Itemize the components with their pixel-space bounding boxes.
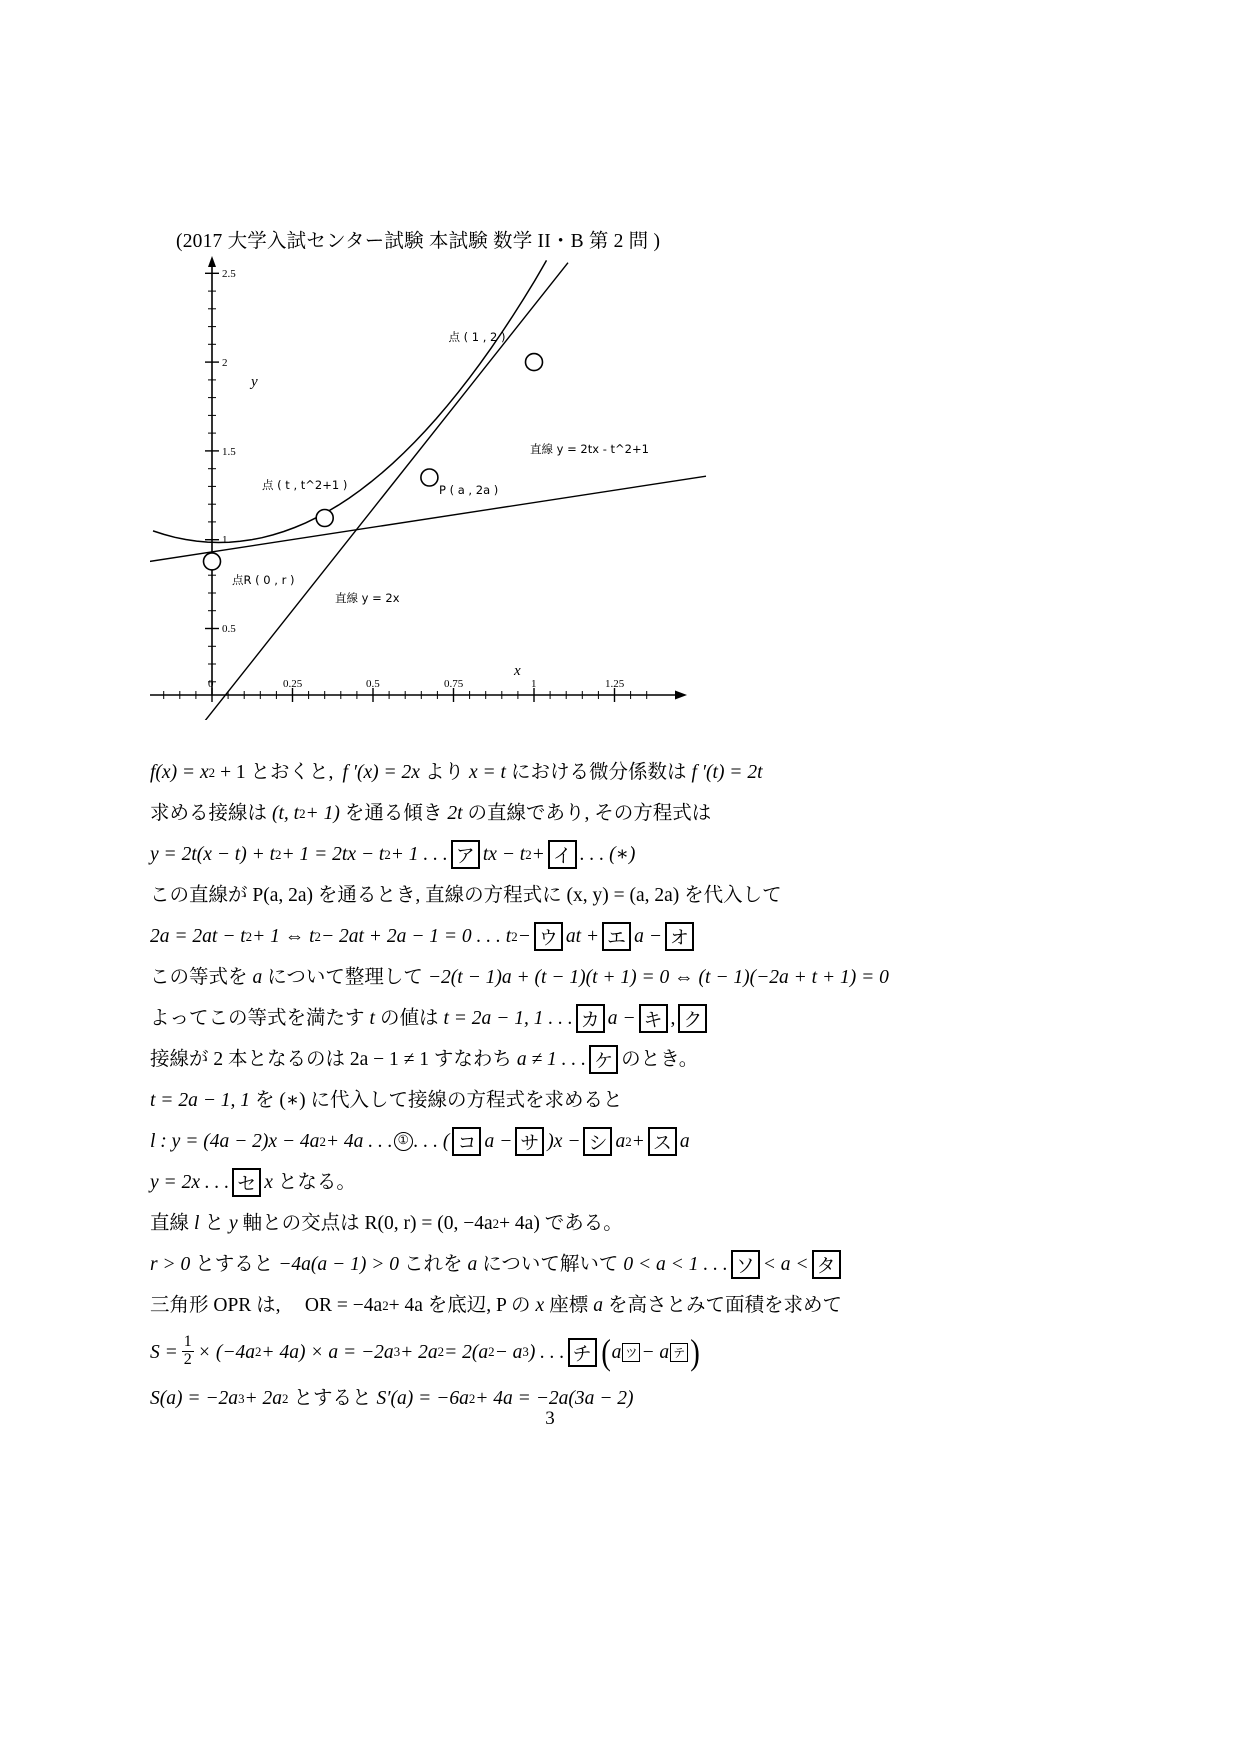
- answer-box-d[interactable]: エ: [602, 922, 631, 951]
- l10-p7: +: [631, 1131, 645, 1152]
- l7-p6: ,: [670, 1008, 676, 1029]
- x-tick-1: 1: [531, 678, 537, 690]
- l10-p6: a: [615, 1131, 626, 1152]
- solution-line-7: [150, 998, 1110, 1039]
- fraction-denominator: 2: [183, 1350, 192, 1368]
- l12-p2: l: [194, 1213, 200, 1234]
- l13-p3: −4a(a − 1) > 0: [278, 1254, 399, 1275]
- l13-p4: これを: [403, 1254, 463, 1275]
- l1-p6: における微分係数は: [510, 762, 687, 783]
- y-axis-label: y: [251, 374, 258, 390]
- y-tick-0_5: 0.5: [222, 623, 236, 635]
- circled-number-1: ①: [394, 1132, 413, 1151]
- l14-p2: + 4a を底辺, P の: [388, 1295, 531, 1316]
- l8-p2: a ≠ 1 . . .: [516, 1049, 587, 1070]
- answer-box-e[interactable]: オ: [665, 922, 694, 951]
- l16-p1: S(a) = −2a: [150, 1388, 239, 1409]
- y-tick-2: 2: [222, 357, 228, 369]
- l5-p6: a −: [634, 926, 662, 947]
- solution-line-6: [150, 957, 1110, 998]
- x-tick-0_5: 0.5: [366, 678, 380, 690]
- solution-line-8: [150, 1039, 1110, 1080]
- l11-p1: y = 2x . . .: [150, 1172, 230, 1193]
- fraction-one-half: [182, 1334, 194, 1369]
- l12-p1: 直線: [150, 1213, 190, 1234]
- annotation-point-1-2: 点 ( 1 , 2 ): [448, 330, 506, 344]
- l5-p1: 2a = 2at − t: [150, 926, 246, 947]
- l11-p2: x: [264, 1172, 273, 1193]
- l8-p3: のとき。: [621, 1049, 699, 1070]
- l16-p5: + 4a = −2a(3a − 2): [475, 1388, 634, 1409]
- l16-p3: とすると: [293, 1388, 372, 1409]
- l3-p6: . . . (∗): [579, 844, 636, 865]
- answer-box-s[interactable]: テ: [670, 1343, 688, 1362]
- y-tick-1_5: 1.5: [222, 446, 236, 458]
- annotation-point-P: P ( a , 2a ): [439, 483, 499, 497]
- l2-p6: の直線であり, その方程式は: [467, 803, 712, 824]
- l1-p7: f ′(t) = 2t: [691, 762, 763, 783]
- solution-body: [150, 752, 1110, 1419]
- answer-box-q[interactable]: チ: [568, 1338, 597, 1367]
- l13-p6: について解いて: [482, 1254, 619, 1275]
- l10-p4: a −: [484, 1131, 513, 1152]
- answer-box-f[interactable]: カ: [576, 1004, 605, 1033]
- l3-p5: +: [531, 844, 545, 865]
- solution-line-9: [150, 1080, 1110, 1121]
- annotation-point-R: 点R ( 0 , r ): [232, 573, 295, 587]
- solution-line-2: 求める接線は (t, t 2 + 1) を通る傾き 2t の直線であり, その方程式は: [150, 793, 1110, 834]
- answer-box-m[interactable]: ス: [648, 1127, 677, 1156]
- big-paren-close: ): [690, 1332, 700, 1373]
- solution-line-5: 2a = 2at − t 2 + 1 ⇔ t 2 − 2at + 2a − 1 = 0 . . . t 2 − ウ at + エ a − オ: [150, 916, 1110, 957]
- l6-p1: この等式を: [150, 967, 248, 988]
- solution-line-1: f(x) = x 2 + 1 とおくと, f ′(x) = 2x より x = t における微分係数は f ′(t) = 2t: [150, 752, 1110, 793]
- l7-p3: の値は: [379, 1008, 439, 1029]
- l15-p2: × (−4a: [197, 1341, 255, 1363]
- x-tick-0_25: 0.25: [283, 678, 303, 690]
- answer-box-b[interactable]: イ: [548, 840, 577, 869]
- answer-box-i[interactable]: ケ: [589, 1045, 618, 1074]
- answer-box-p[interactable]: タ: [812, 1250, 841, 1279]
- l14-p6: を高さとみて面積を求めて: [607, 1295, 842, 1316]
- l10-p3: . . . (: [413, 1131, 450, 1152]
- answer-box-h[interactable]: ク: [678, 1004, 707, 1033]
- solution-line-3: y = 2t(x − t) + t 2 + 1 = 2tx − t 2 + 1 . . . ア tx − t 2 + イ . . . (∗): [150, 834, 1110, 875]
- graph-figure: [150, 250, 710, 720]
- solution-line-16: S(a) = −2a 3 + 2a 2 とすると S′(a) = −6a 2 + 4a = −2a(3a − 2): [150, 1378, 1110, 1419]
- solution-line-14: 三角形 OPR は, OR = −4a 2 + 4a を底辺, P の x 座標 a を高さとみて面積を求めて: [150, 1285, 1110, 1326]
- solution-line-4: [150, 875, 1110, 916]
- x-axis: [150, 688, 687, 702]
- line-y-2x: [178, 263, 569, 720]
- l12-p5: 軸との交点は R(0, r) = (0, −4a: [242, 1213, 493, 1234]
- l12-p3: と: [204, 1213, 224, 1234]
- l8-p1: 接線が 2 本となるのは 2a − 1 ≠ 1 すなわち: [150, 1049, 512, 1070]
- l10-p2: + 4a . . .: [325, 1131, 393, 1152]
- l6-p2: a: [252, 967, 263, 988]
- l1-p3: f ′(x) = 2x: [342, 762, 420, 783]
- answer-box-j[interactable]: コ: [452, 1127, 481, 1156]
- l13-p2: とすると: [195, 1254, 274, 1275]
- point-marker-R: [204, 553, 221, 570]
- solution-line-12: 直線 l と y 軸との交点は R(0, r) = (0, −4a 2 + 4a) である。: [150, 1203, 1110, 1244]
- solution-line-13: [150, 1244, 1110, 1285]
- l15-p1: S =: [150, 1341, 178, 1363]
- annotation-line-2x: 直線 y = 2x: [335, 591, 400, 605]
- l10-p5: )x −: [547, 1131, 581, 1152]
- l4-p1: この直線が P(a, 2a) を通るとき, 直線の方程式に (x, y) = (a, 2a) を代入して: [150, 885, 782, 906]
- x-tick-0: 0: [208, 678, 214, 690]
- l13-p7: 0 < a < 1 . . .: [623, 1254, 728, 1275]
- point-marker-1-2: [526, 354, 543, 371]
- l10-p8: a: [679, 1131, 690, 1152]
- l2-p5: 2t: [447, 803, 463, 824]
- l2-p2: (t, t: [272, 803, 300, 824]
- l5-p3: − 2at + 2a − 1 = 0 . . . t: [320, 926, 512, 947]
- big-paren-open: (: [600, 1332, 611, 1373]
- l7-p1: よってこの等式を満たす: [150, 1008, 365, 1029]
- l1-p4: より: [424, 762, 464, 783]
- l3-p2: + 1 = 2tx − t: [281, 844, 385, 865]
- l5-p5: at +: [565, 926, 600, 947]
- l13-p8: < a <: [762, 1254, 809, 1275]
- l2-p1: 求める接線は: [150, 803, 268, 824]
- l15-p4: + 2a: [400, 1341, 438, 1363]
- l14-p1: 三角形 OPR は, OR = −4a: [150, 1295, 383, 1316]
- l14-p3: x: [535, 1295, 545, 1316]
- l11-p3: となる。: [277, 1172, 356, 1193]
- l15-p5: = 2(a: [444, 1341, 489, 1363]
- page-number: 3: [545, 1408, 555, 1429]
- x-tick-1_25: 1.25: [605, 678, 625, 690]
- l3-p4: tx − t: [482, 844, 526, 865]
- l2-p4: を通る傾き: [344, 803, 443, 824]
- l9-p1: t = 2a − 1, 1: [150, 1090, 250, 1111]
- answer-box-l[interactable]: シ: [583, 1127, 612, 1156]
- l9-p2: を (∗) に代入して接線の方程式を求めると: [255, 1090, 623, 1111]
- l16-p2: + 2a: [244, 1388, 283, 1409]
- l6-p4: −2(t − 1)a + (t − 1)(t + 1) = 0 ⇔ (t − 1)(−2a + t + 1) = 0: [427, 967, 889, 988]
- l3-p1: y = 2t(x − t) + t: [150, 844, 276, 865]
- answer-box-k[interactable]: サ: [515, 1127, 544, 1156]
- answer-box-r[interactable]: ツ: [622, 1343, 640, 1362]
- solution-line-10: l : y = (4a − 2)x − 4a 2 + 4a . . . ① . . . ( コ a − サ )x − シ a 2 + ス a: [150, 1121, 1110, 1162]
- l15-p7: ) . . .: [528, 1341, 565, 1363]
- l1-p2: + 1 とおくと,: [220, 762, 334, 783]
- figure-title: (2017 大学入試センター試験 本試験 数学 II・B 第 2 問 ): [176, 231, 661, 252]
- answer-box-g[interactable]: キ: [639, 1004, 668, 1033]
- answer-box-n[interactable]: セ: [232, 1168, 261, 1197]
- l10-p1: l : y = (4a − 2)x − 4a: [150, 1131, 320, 1152]
- l7-p4: t = 2a − 1, 1 . . .: [443, 1008, 573, 1029]
- point-marker-P: [421, 469, 438, 486]
- l14-p5: a: [593, 1295, 603, 1316]
- l6-p3: について整理して: [267, 967, 423, 988]
- annotation-tangent-line: 直線 y = 2tx - t^2+1: [530, 442, 649, 456]
- l14-p4: 座標: [549, 1295, 589, 1316]
- solution-line-15: S = $\frac{1}{2}$ × (−4a 2 + 4a) × a = −2a 3 + 2a 2 = 2(a 2 − a 3 ) . . . チ ( a ツ − a テ ): [150, 1332, 700, 1373]
- x-axis-label: x: [514, 663, 521, 679]
- l13-p5: a: [467, 1254, 478, 1275]
- l3-p3: + 1 . . .: [390, 844, 448, 865]
- solution-line-11: [150, 1162, 1110, 1203]
- l15-p9: − a: [641, 1341, 670, 1363]
- l2-p3: + 1): [305, 803, 340, 824]
- l15-p6: − a: [494, 1341, 523, 1363]
- l16-p4: S′(a) = −6a: [376, 1388, 469, 1409]
- answer-box-a[interactable]: ア: [451, 840, 480, 869]
- l1-p1: f(x) = x: [150, 762, 209, 783]
- l5-p4: −: [517, 926, 531, 947]
- point-marker-t: [316, 510, 333, 527]
- l12-p4: y: [228, 1213, 238, 1234]
- l12-p6: + 4a) である。: [499, 1213, 623, 1234]
- fraction-numerator: 1: [183, 1332, 192, 1350]
- l15-p3: + 4a) × a = −2a: [261, 1341, 394, 1363]
- l7-p5: a −: [607, 1008, 636, 1029]
- x-tick-0_75: 0.75: [444, 678, 464, 690]
- y-tick-1: 1: [222, 534, 228, 546]
- y-tick-2_5: 2.5: [222, 268, 236, 280]
- l1-p5: x = t: [468, 762, 506, 783]
- l5-p2: + 1 ⇔ t: [252, 926, 315, 947]
- answer-box-c[interactable]: ウ: [534, 922, 563, 951]
- l7-p2: t: [369, 1008, 375, 1029]
- y-axis: [205, 256, 219, 695]
- l15-p8: a: [611, 1341, 622, 1363]
- annotation-point-t: 点 ( t , t^2+1 ): [262, 478, 348, 492]
- l13-p1: r > 0: [150, 1254, 191, 1275]
- answer-box-o[interactable]: ソ: [731, 1250, 760, 1279]
- tangent-line: [150, 476, 706, 562]
